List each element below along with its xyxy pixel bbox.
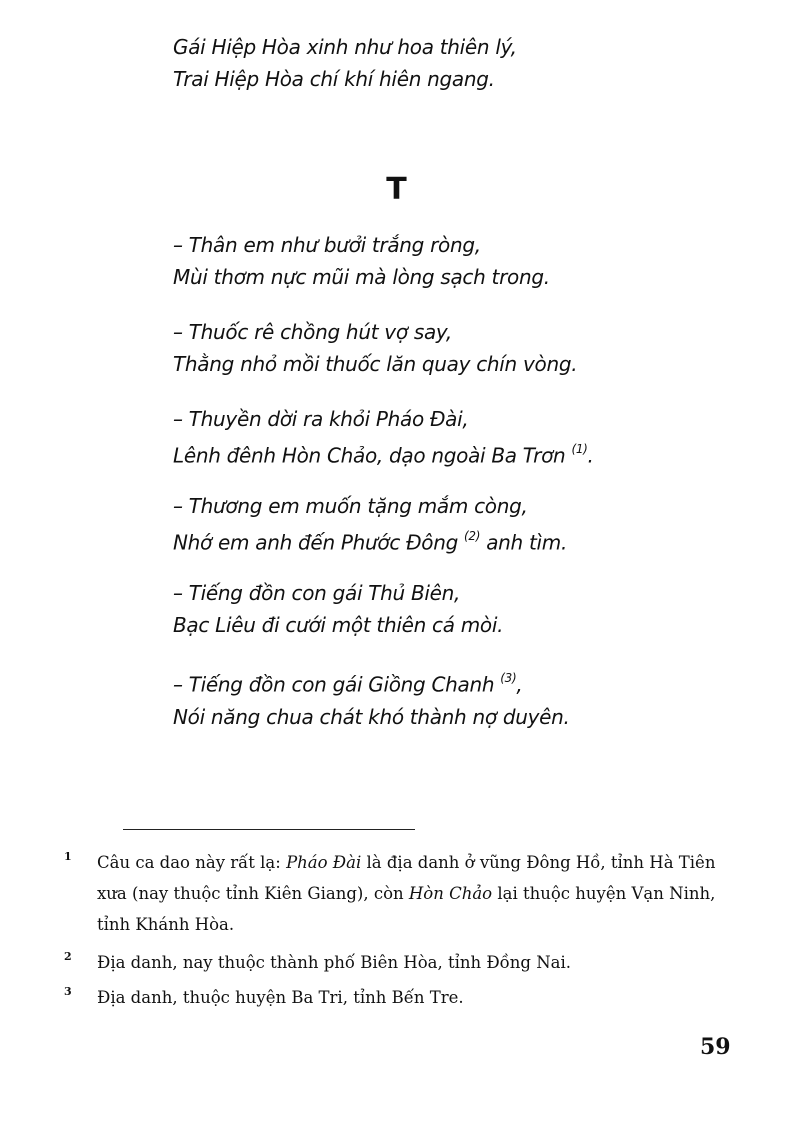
verse-line: Bạc Liêu đi cưới một thiên cá mòi. xyxy=(173,613,504,637)
page-number: 59 xyxy=(700,1034,731,1060)
verse-text: Nhớ em anh đến Phước Đông xyxy=(173,530,465,555)
footnote-number: 3 xyxy=(64,985,72,998)
footnote-text: lại thuộc huyện Vạn Ninh, tỉnh Khánh Hòa. xyxy=(97,884,716,934)
footnote-text-italic: Hòn Chảo xyxy=(408,884,493,903)
footnote-text: Địa danh, nay thuộc thành phố Biên Hòa, tỉnh Đồng Nai. xyxy=(97,953,572,972)
footnote-text: Địa danh, thuộc huyện Ba Tri, tỉnh Bến Tre. xyxy=(97,988,464,1007)
verse-text: , xyxy=(516,672,523,697)
footnote-number: 1 xyxy=(64,850,72,863)
footnote-3 xyxy=(64,982,737,1013)
footnote-text-italic: Pháo Đài xyxy=(286,853,362,872)
stanza xyxy=(173,316,577,380)
verse-line: Thằng nhỏ mồi thuốc lăn quay chín vòng. xyxy=(173,352,578,376)
verse-text: . xyxy=(587,443,594,468)
footnote-number: 2 xyxy=(64,950,72,963)
stanza xyxy=(173,664,570,733)
verse-line xyxy=(173,522,567,559)
verse-line: Gái Hiệp Hòa xinh như hoa thiên lý, xyxy=(173,35,517,59)
verse-line: – Thuốc rê chồng hút vợ say, xyxy=(173,320,452,344)
opening-verse xyxy=(173,31,517,95)
footnote-text: là địa danh ở vũng Đông Hồ, tỉnh Hà Tiên xưa (nay thuộc tỉnh Kiên Giang), còn xyxy=(97,853,716,903)
stanza xyxy=(173,490,567,559)
section-heading: T xyxy=(386,172,407,207)
footnote-1 xyxy=(64,847,737,940)
footnote-2 xyxy=(64,947,737,978)
verse-line: Trai Hiệp Hòa chí khí hiên ngang. xyxy=(173,67,495,91)
verse-text: anh tìm. xyxy=(480,530,568,555)
verse-line: Nói năng chua chát khó thành nợ duyên. xyxy=(173,704,570,729)
verse-text: Lênh đênh Hòn Chảo, dạo ngoài Ba Trơn xyxy=(173,443,572,468)
verse-line: – Thân em như bưởi trắng ròng, xyxy=(173,233,481,257)
verse-line: – Thuyền dời ra khỏi Pháo Đài, xyxy=(173,407,469,431)
verse-line xyxy=(173,664,570,701)
verse-line: Mùi thơm nực mũi mà lòng sạch trong. xyxy=(173,265,550,289)
verse-line xyxy=(173,435,594,472)
verse-line: – Thương em muốn tặng mắm còng, xyxy=(173,494,528,518)
footnote-divider xyxy=(123,829,415,830)
footnote-ref[interactable]: (1) xyxy=(571,442,588,456)
footnote-ref[interactable]: (3) xyxy=(500,671,517,685)
footnote-ref[interactable]: (2) xyxy=(464,529,481,543)
stanza xyxy=(173,403,594,472)
verse-line: – Tiếng đồn con gái Thủ Biên, xyxy=(173,581,461,605)
stanza xyxy=(173,229,550,293)
footnote-text: Câu ca dao này rất lạ: xyxy=(97,853,287,872)
verse-text: – Tiếng đồn con gái Giồng Chanh xyxy=(173,672,501,697)
stanza xyxy=(173,577,503,641)
